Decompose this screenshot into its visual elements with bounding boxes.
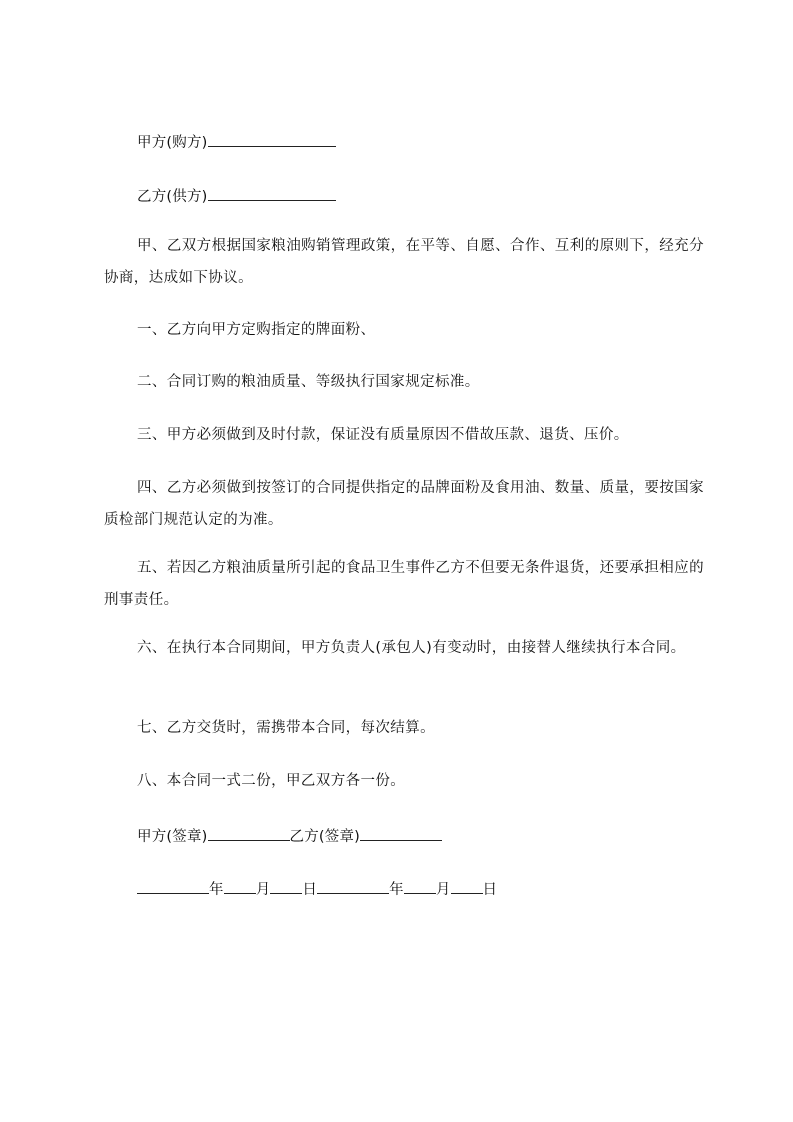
date-a-year-blank[interactable] <box>137 878 209 894</box>
clause-3: 三、甲方必须做到及时付款，保证没有质量原因不借故压款、退货、压价。 <box>137 427 629 443</box>
party-b-line <box>137 185 336 207</box>
party-a-label: 甲方(购方) <box>137 135 208 151</box>
date-a-day-label: 日 <box>302 882 318 898</box>
date-b-year-label: 年 <box>389 882 404 898</box>
date-a-year-label: 年 <box>209 882 224 898</box>
party-b-label: 乙方(供方) <box>137 189 208 205</box>
party-b-blank[interactable] <box>208 185 336 201</box>
clause-4: 四、乙方必须做到按签订的合同提供指定的品牌面粉及食用油、数量、质量，要按国家质检部门规范认定的为准。 <box>104 480 704 528</box>
intro-paragraph: 甲、乙双方根据国家粮油购销管理政策，在平等、自愿、合作、互利的原则下，经充分协商，达成如下协议。 <box>104 238 704 286</box>
clause-6: 六、在执行本合同期间，甲方负责人(承包人)有变动时，由接替人继续执行本合同。 <box>137 640 686 656</box>
clause-5: 五、若因乙方粮油质量所引起的食品卫生事件乙方不但要无条件退货，还要承担相应的刑事责任。 <box>104 560 704 608</box>
date-b-month-blank[interactable] <box>404 878 436 894</box>
date-a-month-label: 月 <box>255 882 271 898</box>
date-b-day-label: 日 <box>482 882 498 898</box>
date-b-month-label: 月 <box>435 882 451 898</box>
date-a-month-blank[interactable] <box>224 878 256 894</box>
clause-7: 七、乙方交货时，需携带本合同，每次结算。 <box>137 720 435 736</box>
signature-line <box>137 825 442 847</box>
party-b-signature-blank[interactable] <box>360 825 442 841</box>
date-line <box>137 878 497 900</box>
party-a-signature-blank[interactable] <box>208 825 290 841</box>
party-a-signature-label: 甲方(签章) <box>137 829 208 845</box>
clause-8: 八、本合同一式二份，甲乙双方各一份。 <box>137 773 406 789</box>
date-b-day-blank[interactable] <box>451 878 483 894</box>
party-b-signature-label: 乙方(签章) <box>289 829 361 845</box>
clause-2: 二、合同订购的粮油质量、等级执行国家规定标准。 <box>137 374 480 390</box>
clause-1: 一、乙方向甲方定购指定的牌面粉、 <box>137 322 376 338</box>
party-a-line <box>137 131 336 153</box>
party-a-blank[interactable] <box>208 131 336 147</box>
date-b-year-blank[interactable] <box>317 878 389 894</box>
date-a-day-blank[interactable] <box>270 878 302 894</box>
